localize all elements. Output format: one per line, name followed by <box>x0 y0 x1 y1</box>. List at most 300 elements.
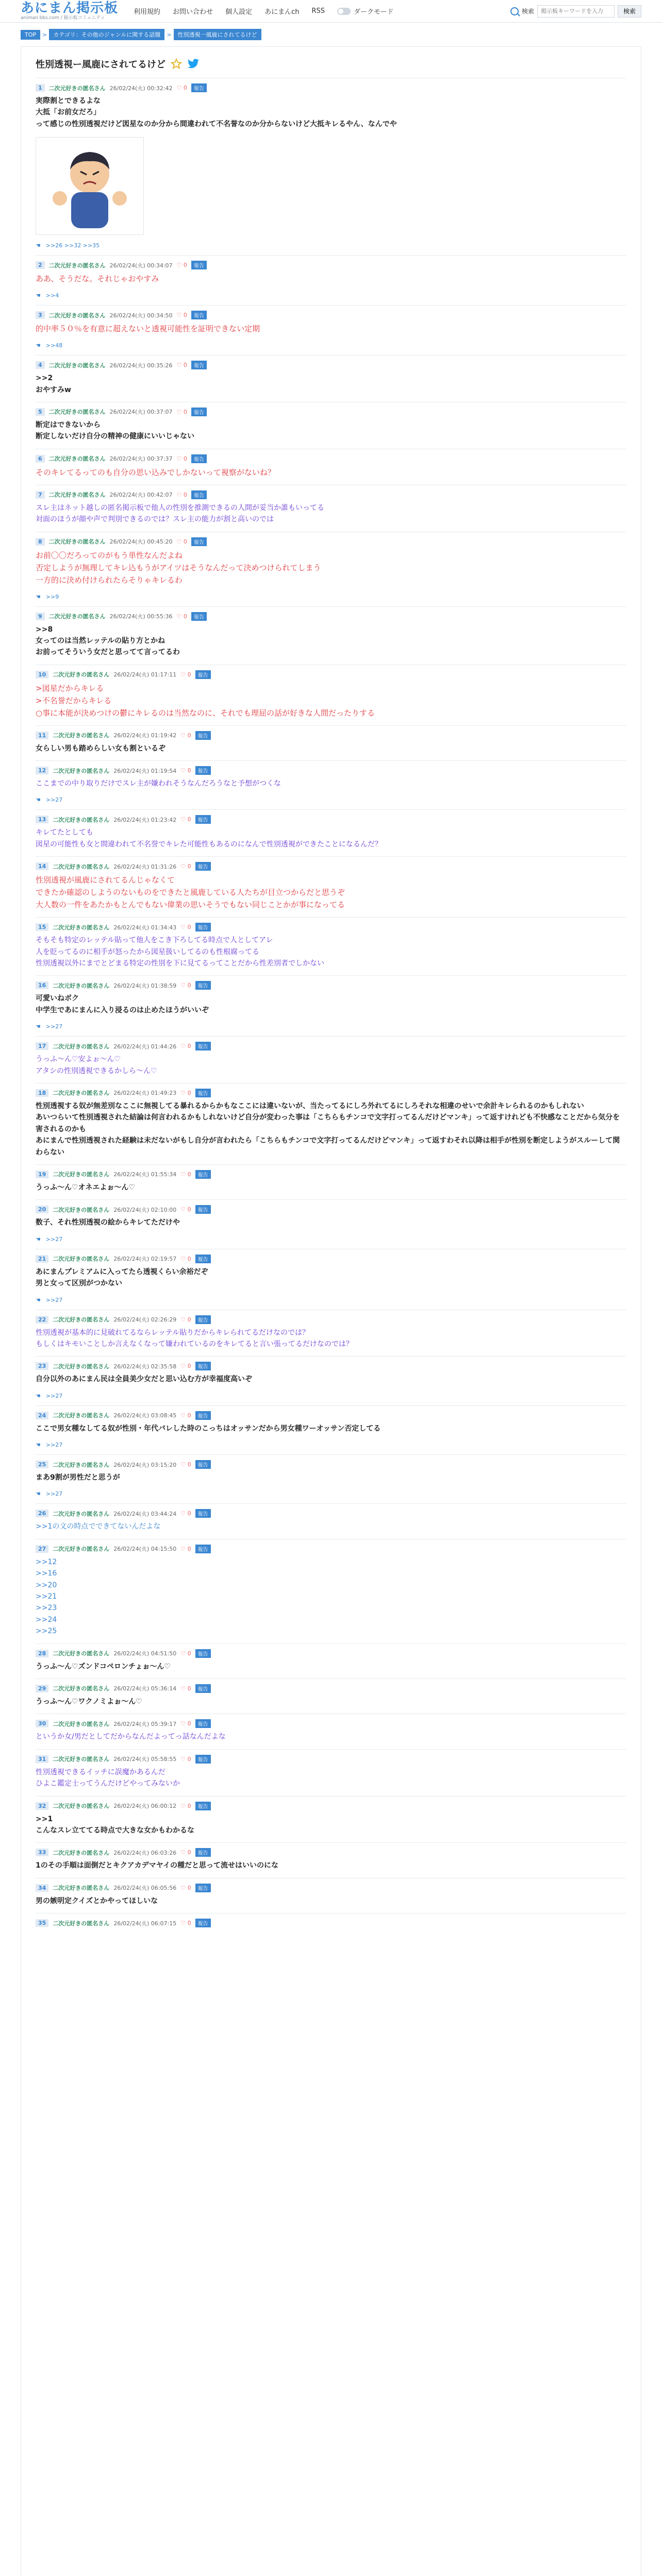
reply-anchors[interactable]: >>27 <box>45 796 63 804</box>
report-button[interactable]: 報告 <box>195 731 211 740</box>
nav-settings[interactable]: 個人設定 <box>225 8 253 16</box>
post-date: 26/02/24(火) 02:35:58 <box>113 1363 177 1370</box>
reply-anchors[interactable]: >>4 <box>45 292 59 299</box>
post-date: 26/02/24(火) 00:45:20 <box>109 538 173 546</box>
post-body: 女らしい男も踏めらしい女も割といるぞ <box>36 744 166 753</box>
dark-mode-label: ダークモード <box>354 8 394 16</box>
like-heart-icon[interactable]: ♡ 0 <box>180 1884 191 1891</box>
post-number[interactable]: 3 <box>36 311 45 319</box>
like-heart-icon[interactable]: ♡ 0 <box>176 491 187 498</box>
like-heart-icon[interactable]: ♡ 0 <box>176 312 187 319</box>
reply-hand-icon: ☚ <box>36 1296 41 1303</box>
post-header <box>36 1919 626 1927</box>
like-heart-icon[interactable]: ♡ 0 <box>176 613 187 620</box>
report-button[interactable]: 報告 <box>195 1755 211 1764</box>
post-date: 26/02/24(火) 03:08:45 <box>113 1412 177 1419</box>
like-heart-icon[interactable]: ♡ 0 <box>180 1043 191 1050</box>
post <box>36 1454 626 1503</box>
post-body: うっふ〜ん♡ズンドコペロンチょぉ〜ん♡ <box>36 1662 171 1671</box>
like-heart-icon[interactable]: ♡ 0 <box>180 1650 191 1657</box>
search-bar <box>510 5 641 18</box>
like-count: 0 <box>187 1043 191 1050</box>
post <box>36 1796 626 1843</box>
post <box>36 402 626 449</box>
post-number[interactable]: 35 <box>36 1919 48 1927</box>
post-date: 26/02/24(火) 03:15:20 <box>113 1461 177 1468</box>
post-number[interactable]: 7 <box>36 491 45 499</box>
poster-name: 二次元好きの匿名さん <box>48 538 106 546</box>
report-button[interactable]: 報告 <box>191 612 207 621</box>
post-header <box>36 731 626 740</box>
like-count: 0 <box>187 1363 191 1370</box>
post-body: 数子、それ性別透視の絵からキレてただけや <box>36 1218 180 1227</box>
like-count: 0 <box>183 491 187 498</box>
like-count: 0 <box>187 1884 191 1891</box>
post-header <box>36 1205 626 1214</box>
post <box>36 1679 626 1714</box>
report-button[interactable]: 報告 <box>191 537 207 546</box>
post <box>36 1249 626 1310</box>
like-heart-icon[interactable]: ♡ 0 <box>176 362 187 369</box>
like-count: 0 <box>187 1920 191 1927</box>
post-header <box>36 1884 626 1892</box>
post-number[interactable]: 34 <box>36 1884 48 1892</box>
post-header <box>36 1848 626 1857</box>
post-body: >>2 おやすみw <box>36 374 71 394</box>
post-body: そもそも特定のレッテル貼って他人をこき下ろしてる時点で人としてアレ 人を貶ってるのに相手が怒ったから図星扱いしてるのも性根腐ってる 性別透視以外にまでとどまる特定の性別を下に見てるってことだから性差別者でしかない <box>36 936 324 968</box>
poster-name: 二次元好きの匿名さん <box>53 1171 110 1178</box>
like-count: 0 <box>187 1089 191 1096</box>
post <box>36 725 626 760</box>
poster-name: 二次元好きの匿名さん <box>48 455 106 463</box>
post-date: 26/02/24(火) 00:55:36 <box>109 613 173 620</box>
post-number[interactable]: 26 <box>36 1510 48 1517</box>
post-date: 26/02/24(火) 01:34:43 <box>113 924 177 931</box>
like-count: 0 <box>187 816 191 823</box>
post-number[interactable]: 14 <box>36 862 48 870</box>
poster-name: 二次元好きの匿名さん <box>53 1256 110 1263</box>
post-replies <box>36 1297 626 1303</box>
post-header <box>36 1089 626 1097</box>
report-button[interactable]: 報告 <box>195 1089 211 1097</box>
report-button[interactable]: 報告 <box>191 454 207 463</box>
like-heart-icon[interactable]: ♡ 0 <box>180 1920 191 1927</box>
post-body: 性別透視できるイッチに誤魔かあるんだ ひよこ鑑定士ってうんだけどやってみないか <box>36 1768 180 1788</box>
post <box>36 1503 626 1538</box>
poster-name: 二次元好きの匿名さん <box>53 732 110 739</box>
post-date: 26/02/24(火) 00:42:07 <box>109 492 173 499</box>
nav-terms[interactable]: 利用規約 <box>134 8 161 16</box>
post-header <box>36 1170 626 1179</box>
post-number[interactable]: 31 <box>36 1755 48 1763</box>
search-input[interactable] <box>537 5 615 18</box>
reply-hand-icon: ☚ <box>36 242 41 249</box>
post-header <box>36 1362 626 1370</box>
like-heart-icon[interactable]: ♡ 0 <box>180 767 191 774</box>
post-date: 26/02/24(火) 03:44:24 <box>113 1510 177 1517</box>
post-body: ここで男女種なしてる奴が性別・年代バレした時のこっちはオッサンだから男女種ワーオッサン否定してる <box>36 1424 381 1433</box>
like-heart-icon[interactable]: ♡ 0 <box>180 1545 191 1552</box>
post <box>36 975 626 1036</box>
poster-name: 二次元好きの匿名さん <box>53 1461 110 1468</box>
post-number[interactable]: 21 <box>36 1255 48 1263</box>
breadcrumb-category[interactable]: カテゴリ：その他のジャンルに関する話題 <box>49 29 164 40</box>
report-button[interactable]: 報告 <box>195 815 211 824</box>
poster-name: 二次元好きの匿名さん <box>53 924 110 931</box>
post-body: >>12 >>16 >>20 >>21 >>23 >>24 >>25 <box>36 1557 57 1636</box>
post-body: >>1の文の時点でできてないんだよな <box>36 1522 161 1531</box>
post-number[interactable]: 5 <box>36 408 45 416</box>
like-heart-icon[interactable]: ♡ 0 <box>180 1412 191 1419</box>
post-body: >図星だからキレる >不名誉だからキレる ○事に本能が決めつけの鬱にキレるのは当然なのに、それでも理屈の話が好きな人間だったりする <box>36 683 375 718</box>
post-date: 26/02/24(火) 04:15:50 <box>113 1546 177 1553</box>
report-button[interactable]: 報告 <box>195 766 211 775</box>
poster-name: 二次元好きの匿名さん <box>53 1043 110 1050</box>
report-button[interactable]: 報告 <box>191 361 207 369</box>
post-number[interactable]: 9 <box>36 613 45 620</box>
report-button[interactable]: 報告 <box>195 1919 211 1927</box>
post-body: 実際割とできるよな 大抵「お前女だろ」 って感じの性別透視だけど図星なのか分から間違われて不名誉なのか分からないけど大抵キレるやん、なんでや <box>36 97 397 128</box>
post-header <box>36 612 626 621</box>
post <box>36 1356 626 1405</box>
like-heart-icon[interactable]: ♡ 0 <box>180 1510 191 1517</box>
post-header <box>36 408 626 416</box>
post <box>36 1842 626 1877</box>
reply-anchors[interactable]: >>27 <box>45 1490 63 1498</box>
search-label: 検索 <box>521 8 534 15</box>
reply-anchors[interactable]: >>48 <box>45 342 63 349</box>
like-heart-icon[interactable]: ♡ 0 <box>180 1255 191 1262</box>
reply-hand-icon: ☚ <box>36 1235 41 1243</box>
poster-name: 二次元好きの匿名さん <box>48 362 106 369</box>
report-button[interactable]: 報告 <box>195 1460 211 1469</box>
report-button[interactable]: 報告 <box>191 490 207 499</box>
like-count: 0 <box>187 1206 191 1213</box>
post-date: 26/02/24(火) 01:55:34 <box>113 1171 177 1178</box>
post-date: 26/02/24(火) 02:19:57 <box>113 1256 177 1263</box>
share-twitter-icon[interactable] <box>187 59 200 69</box>
poster-name: 二次元好きの匿名さん <box>53 1316 110 1323</box>
like-heart-icon[interactable]: ♡ 0 <box>180 1755 191 1762</box>
breadcrumb <box>0 23 662 40</box>
reply-hand-icon: ☚ <box>36 1442 41 1449</box>
like-heart-icon[interactable]: ♡ 0 <box>180 924 191 931</box>
post-number[interactable]: 20 <box>36 1206 48 1213</box>
breadcrumb-separator: > <box>167 31 172 38</box>
post-date: 26/02/24(火) 01:44:26 <box>113 1043 177 1050</box>
like-count: 0 <box>187 1412 191 1419</box>
post-header <box>36 1802 626 1810</box>
post-header <box>36 1684 626 1693</box>
post <box>36 255 626 305</box>
post-header <box>36 261 626 269</box>
report-button[interactable]: 報告 <box>195 1684 211 1693</box>
post-date: 26/02/24(火) 05:58:55 <box>113 1756 177 1763</box>
post-date: 26/02/24(火) 00:34:07 <box>109 262 173 269</box>
poster-name: 二次元好きの匿名さん <box>53 767 110 774</box>
post-date: 26/02/24(火) 06:03:26 <box>113 1849 177 1856</box>
post-replies <box>36 1490 626 1497</box>
post-number[interactable]: 32 <box>36 1802 48 1810</box>
like-heart-icon[interactable]: ♡ 0 <box>176 262 187 269</box>
nav-rss[interactable]: RSS <box>311 7 325 15</box>
report-button[interactable]: 報告 <box>195 862 211 871</box>
report-button[interactable]: 報告 <box>195 1848 211 1857</box>
like-heart-icon[interactable]: ♡ 0 <box>180 1316 191 1323</box>
post-number[interactable]: 2 <box>36 261 45 269</box>
post <box>36 1405 626 1454</box>
like-count: 0 <box>187 1171 191 1178</box>
logo-text[interactable]: あにまん掲示板 <box>21 1 119 16</box>
report-button[interactable]: 報告 <box>195 1042 211 1050</box>
like-count: 0 <box>187 982 191 989</box>
like-count: 0 <box>183 362 187 369</box>
post-date: 26/02/24(火) 02:10:00 <box>113 1206 177 1213</box>
post-number[interactable]: 19 <box>36 1171 48 1178</box>
report-button[interactable]: 報告 <box>191 261 207 269</box>
post-number[interactable]: 28 <box>36 1650 48 1657</box>
post-body: 男の嫉明定クイズとかやってほしいな <box>36 1896 158 1905</box>
post-body: お前〇〇だろってのがもう単性なんだよね 否定しようが無理してキレ込もうがアイツはそうなんだって決めつけられてしまう 一方的に決め付けられたらそりゃキレるわ <box>36 550 321 585</box>
post-number[interactable]: 27 <box>36 1545 48 1553</box>
post-number[interactable]: 23 <box>36 1362 48 1370</box>
post-header <box>36 1255 626 1263</box>
post-header <box>36 1042 626 1050</box>
like-count: 0 <box>187 1545 191 1552</box>
post-replies <box>36 1023 626 1030</box>
like-count: 0 <box>187 1685 191 1692</box>
poster-name: 二次元好きの匿名さん <box>53 1650 110 1657</box>
post-replies <box>36 1393 626 1399</box>
poster-name: 二次元好きの匿名さん <box>53 1756 110 1763</box>
report-button[interactable]: 報告 <box>195 1719 211 1728</box>
post <box>36 760 626 809</box>
post-number[interactable]: 1 <box>36 84 45 92</box>
like-count: 0 <box>183 408 187 415</box>
like-count: 0 <box>183 538 187 545</box>
poster-name: 二次元好きの匿名さん <box>53 982 110 989</box>
report-button[interactable]: 報告 <box>195 1884 211 1892</box>
poster-name: 二次元好きの匿名さん <box>53 1685 110 1692</box>
poster-name: 二次元好きの匿名さん <box>48 262 106 269</box>
report-button[interactable]: 報告 <box>195 1362 211 1370</box>
post <box>36 665 626 725</box>
report-button[interactable]: 報告 <box>195 670 211 679</box>
reply-hand-icon: ☚ <box>36 1023 41 1030</box>
toggle-switch[interactable] <box>337 8 351 15</box>
reply-anchors[interactable]: >>27 <box>45 1392 63 1399</box>
reply-anchors[interactable]: >>26 >>32 >>35 <box>45 242 100 249</box>
post-body: 性別透視が風鹿にされてるんじゃなくて できたか確認のしようのないものをできたと風鹿している人たちが目立つからだと思うぞ 大人数の一件をあたかもとんでもない偉業の思いそうでもない同じことかが事になってる <box>36 875 345 910</box>
search-button[interactable]: 検索 <box>618 5 641 18</box>
reply-anchors[interactable]: >>9 <box>45 593 59 600</box>
post-body: あにまんプレミアムに入ってたら透視くらい余裕だぞ 男と女って区別がつかない <box>36 1267 208 1288</box>
logo-subtitle: animan bbs.com / 掲示板コミュニティ <box>21 15 105 21</box>
post-body: スレ主はネット越しの匿名掲示板で他人の性別を推測できるの人間が妥当か誰もいってる 対面のほうが顔や声で判別できるのでは？スレ主の能力が割と高いのでは <box>36 503 324 524</box>
report-button[interactable]: 報告 <box>195 981 211 990</box>
post <box>36 1714 626 1749</box>
post-number[interactable]: 24 <box>36 1412 48 1419</box>
post <box>36 78 626 255</box>
post-date: 26/02/24(火) 05:39:17 <box>113 1720 177 1727</box>
post-date: 26/02/24(火) 01:38:59 <box>113 982 177 989</box>
post-number[interactable]: 25 <box>36 1461 48 1468</box>
like-heart-icon[interactable]: ♡ 0 <box>180 1720 191 1727</box>
post-number[interactable]: 16 <box>36 981 48 989</box>
post-number[interactable]: 4 <box>36 361 45 369</box>
post-replies <box>36 1236 626 1243</box>
post-header <box>36 1460 626 1469</box>
report-button[interactable]: 報告 <box>195 1802 211 1810</box>
post-date: 26/02/24(火) 00:34:50 <box>109 312 173 319</box>
post-number[interactable]: 12 <box>36 767 48 774</box>
report-button[interactable]: 報告 <box>195 1255 211 1263</box>
post-header <box>36 862 626 871</box>
site-logo[interactable] <box>21 2 118 21</box>
poster-name: 二次元好きの匿名さん <box>53 863 110 870</box>
poster-name: 二次元好きの匿名さん <box>48 492 106 499</box>
report-button[interactable]: 報告 <box>195 1315 211 1324</box>
poster-name: 二次元好きの匿名さん <box>53 671 110 679</box>
post-date: 26/02/24(火) 06:00:12 <box>113 1803 177 1810</box>
post-date: 26/02/24(火) 02:26:29 <box>113 1316 177 1323</box>
like-heart-icon[interactable]: ♡ 0 <box>176 84 187 91</box>
like-heart-icon[interactable]: ♡ 0 <box>180 732 191 739</box>
like-heart-icon[interactable]: ♡ 0 <box>180 1461 191 1468</box>
report-button[interactable]: 報告 <box>191 408 207 416</box>
reply-hand-icon: ☚ <box>36 342 41 349</box>
reply-anchors[interactable]: >>27 <box>45 1296 63 1303</box>
post-body: 1のその手順は面倒だとキクアカデマヤイの種だと思って流せはいいのにな <box>36 1861 279 1870</box>
report-button[interactable]: 報告 <box>191 83 207 92</box>
post-date: 26/02/24(火) 04:51:50 <box>113 1650 177 1657</box>
post <box>36 1199 626 1248</box>
poster-name: 二次元好きの匿名さん <box>48 613 106 620</box>
reply-anchors[interactable]: >>27 <box>45 1235 63 1243</box>
reply-hand-icon: ☚ <box>36 593 41 600</box>
post <box>36 856 626 917</box>
post-header <box>36 537 626 546</box>
post-date: 26/02/24(火) 06:07:15 <box>113 1920 177 1927</box>
breadcrumb-top[interactable]: TOP <box>21 30 40 40</box>
like-heart-icon[interactable]: ♡ 0 <box>180 1802 191 1809</box>
like-heart-icon[interactable]: ♡ 0 <box>180 863 191 870</box>
like-heart-icon[interactable]: ♡ 0 <box>180 1171 191 1178</box>
breadcrumb-thread[interactable]: 性別透視一風鹿にされてるけど <box>174 29 261 40</box>
post-number[interactable]: 17 <box>36 1042 48 1050</box>
post-date: 26/02/24(火) 00:32:42 <box>109 84 173 92</box>
poster-name: 二次元好きの匿名さん <box>48 312 106 319</box>
like-heart-icon[interactable]: ♡ 0 <box>176 408 187 415</box>
post-body: まあ9割が男性だと思うが <box>36 1473 120 1482</box>
post-number[interactable]: 33 <box>36 1849 48 1856</box>
like-heart-icon[interactable]: ♡ 0 <box>180 1685 191 1692</box>
like-heart-icon[interactable]: ♡ 0 <box>176 538 187 545</box>
like-heart-icon[interactable]: ♡ 0 <box>180 1089 191 1096</box>
post-body: 可愛いねボク 中学生であにまんに入り浸るのは止めたほうがいいぞ <box>36 994 209 1014</box>
post <box>36 1643 626 1679</box>
like-heart-icon[interactable]: ♡ 0 <box>180 982 191 989</box>
report-button[interactable]: 報告 <box>195 1649 211 1658</box>
post <box>36 355 626 402</box>
like-count: 0 <box>187 1510 191 1517</box>
post <box>36 809 626 856</box>
like-heart-icon[interactable]: ♡ 0 <box>176 455 187 462</box>
report-button[interactable]: 報告 <box>195 1509 211 1518</box>
post <box>36 1878 626 1913</box>
post-replies <box>36 1442 626 1448</box>
post <box>36 1083 626 1164</box>
post-date: 26/02/24(火) 05:36:14 <box>113 1685 177 1692</box>
report-button[interactable]: 報告 <box>195 1545 211 1553</box>
like-count: 0 <box>183 262 187 269</box>
post-body: 自分以外のあにまん民は全員美少女だと思い込む方が幸福度高いぞ <box>36 1375 252 1384</box>
post-number[interactable]: 18 <box>36 1089 48 1097</box>
post-header <box>36 83 626 92</box>
report-button[interactable]: 報告 <box>195 1411 211 1420</box>
post-number[interactable]: 11 <box>36 732 48 739</box>
post-date: 26/02/24(火) 01:31:26 <box>113 863 177 870</box>
post-date: 26/02/24(火) 00:37:07 <box>109 409 173 416</box>
favorite-star-icon[interactable] <box>171 58 182 70</box>
post-number[interactable]: 15 <box>36 923 48 931</box>
reply-anchors[interactable]: >>27 <box>45 1023 63 1030</box>
like-count: 0 <box>187 1255 191 1262</box>
post-body: ああ、そうだな。それじゃおやすみ <box>36 274 159 284</box>
reply-anchors[interactable]: >>27 <box>45 1442 63 1449</box>
like-count: 0 <box>187 1316 191 1323</box>
dark-mode-toggle[interactable] <box>337 6 393 16</box>
report-button[interactable]: 報告 <box>191 311 207 319</box>
report-button[interactable]: 報告 <box>195 923 211 931</box>
post-number[interactable]: 10 <box>36 671 48 679</box>
site-header <box>0 0 662 23</box>
nav-animanch[interactable]: あにまんch <box>264 8 300 16</box>
angry-man-illustration <box>36 137 144 235</box>
post-header <box>36 361 626 369</box>
post-number[interactable]: 22 <box>36 1316 48 1324</box>
report-button[interactable]: 報告 <box>195 1205 211 1214</box>
like-heart-icon[interactable]: ♡ 0 <box>180 671 191 678</box>
like-heart-icon[interactable]: ♡ 0 <box>180 1206 191 1213</box>
post <box>36 606 626 665</box>
post-replies <box>36 242 626 249</box>
like-heart-icon[interactable]: ♡ 0 <box>180 816 191 823</box>
post-number[interactable]: 6 <box>36 455 45 463</box>
post-number[interactable]: 30 <box>36 1720 48 1727</box>
post-body: 断定はできないから 断定しないだけ自分の精神の健康にいいじゃない <box>36 420 194 441</box>
post-header <box>36 1755 626 1764</box>
post-number[interactable]: 8 <box>36 538 45 546</box>
report-button[interactable]: 報告 <box>195 1170 211 1179</box>
post-date: 26/02/24(火) 01:17:11 <box>113 671 177 679</box>
post-header <box>36 923 626 931</box>
like-heart-icon[interactable]: ♡ 0 <box>180 1849 191 1856</box>
like-count: 0 <box>183 455 187 462</box>
post-replies <box>36 796 626 803</box>
like-heart-icon[interactable]: ♡ 0 <box>180 1363 191 1370</box>
post-header <box>36 1545 626 1553</box>
like-count: 0 <box>183 84 187 91</box>
post-header <box>36 1649 626 1658</box>
thread-title: 性別透視ー風鹿にされてるけど <box>36 59 166 70</box>
post-number[interactable]: 29 <box>36 1685 48 1692</box>
like-count: 0 <box>183 613 187 620</box>
post <box>36 1913 626 1937</box>
search-icon <box>510 7 519 15</box>
post-number[interactable]: 13 <box>36 816 48 823</box>
nav-contact[interactable]: お問い合わせ <box>173 8 213 16</box>
